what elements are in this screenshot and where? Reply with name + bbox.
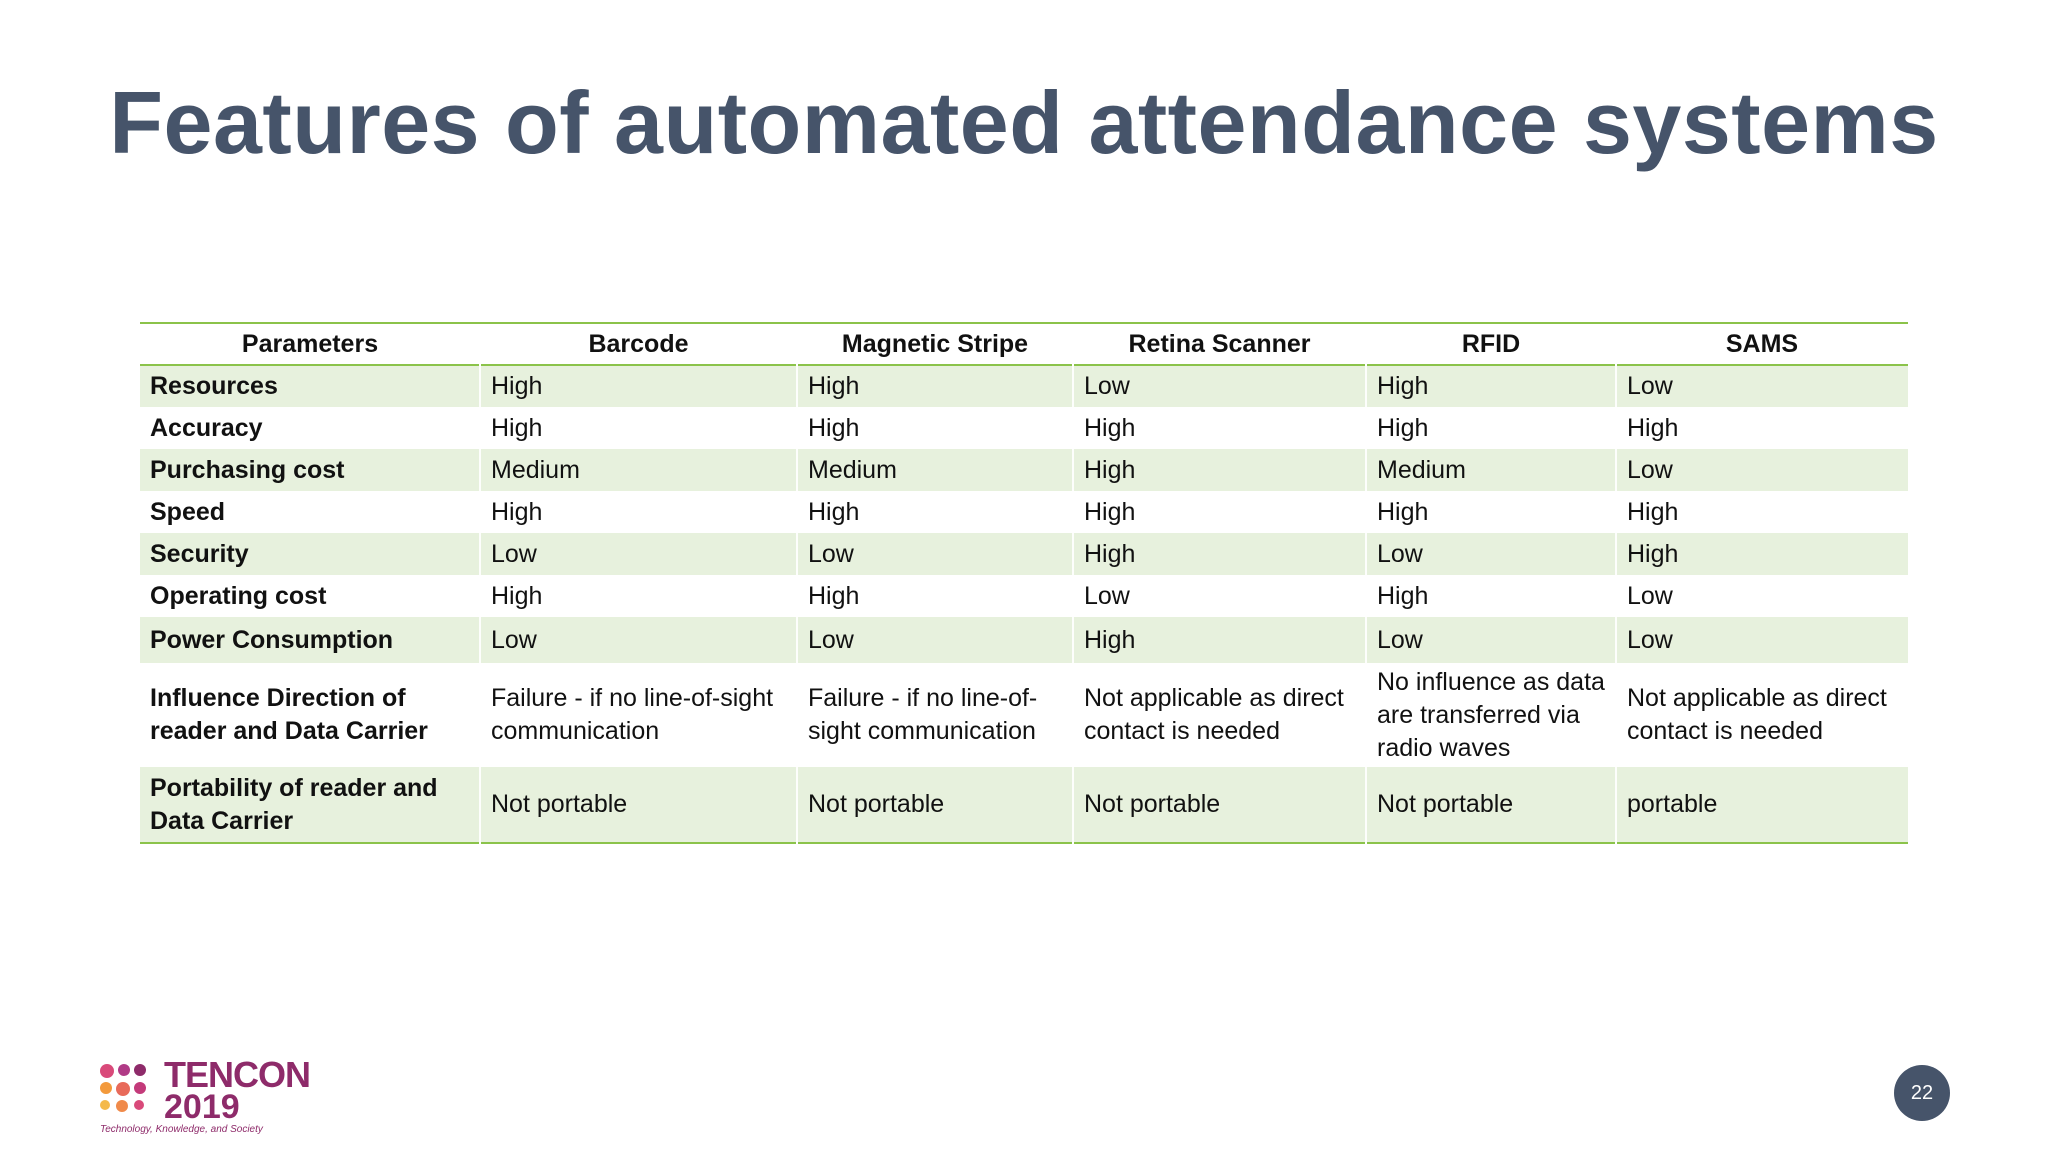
table-cell: Low [797, 533, 1073, 575]
table-cell: Not applicable as direct contact is needed [1073, 663, 1366, 767]
header-magnetic-stripe: Magnetic Stripe [841, 329, 1029, 358]
header-sams: SAMS [1725, 329, 1799, 358]
table-cell: Low [480, 533, 797, 575]
row-label: Influence Direction of reader and Data Carrier [150, 684, 428, 745]
table-cell: High [1616, 533, 1908, 575]
table-cell: High [797, 491, 1073, 533]
table-cell: High [480, 365, 797, 407]
table-cell: High [1366, 407, 1616, 449]
table-cell: Low [1366, 617, 1616, 663]
table-cell: High [1366, 575, 1616, 617]
row-label: Purchasing cost [150, 455, 345, 484]
table-cell: Not portable [1366, 767, 1616, 843]
table-cell: Low [1616, 617, 1908, 663]
table-row [140, 449, 1908, 491]
row-label: Resources [150, 372, 278, 400]
row-label: Portability of reader and Data Carrier [150, 773, 438, 835]
logo-tagline: Technology, Knowledge, and Society [100, 1124, 263, 1135]
comparison-table [140, 322, 1908, 844]
table-cell: High [797, 575, 1073, 617]
table-cell: High [1073, 617, 1366, 663]
table-cell: Failure - if no line-of-sight communication [797, 663, 1073, 767]
table-cell: Not portable [480, 767, 797, 843]
table-cell: Low [1073, 575, 1366, 617]
row-label: Power Consumption [150, 625, 394, 654]
page-number-badge: 22 [1894, 1065, 1950, 1121]
table-header-row [140, 323, 1908, 365]
header-barcode: Barcode [588, 329, 689, 358]
table-cell: High [1366, 491, 1616, 533]
table-cell: Not applicable as direct contact is needed [1616, 663, 1908, 767]
table-cell: No influence as data are transferred via radio waves [1366, 663, 1616, 767]
table-row [140, 365, 1908, 407]
table-cell: Medium [797, 449, 1073, 491]
table-cell: High [797, 407, 1073, 449]
table-cell: High [480, 407, 797, 449]
table-cell: High [1366, 365, 1616, 407]
table-cell: Not portable [797, 767, 1073, 843]
table-cell: High [1073, 407, 1366, 449]
table-cell: High [1073, 491, 1366, 533]
table-cell: High [1616, 407, 1908, 449]
table-row [140, 575, 1908, 617]
logo-dots-icon [98, 1062, 162, 1126]
table-cell: Low [1073, 365, 1366, 407]
slide-title: Features of automated attendance systems [109, 73, 1939, 172]
table-cell: High [1073, 533, 1366, 575]
table-cell: Low [1366, 533, 1616, 575]
table-cell: Low [1616, 575, 1908, 617]
table-cell: Medium [480, 449, 797, 491]
comparison-table-container [140, 322, 1908, 844]
header-parameters: Parameters [241, 329, 379, 358]
table-cell: Not portable [1073, 767, 1366, 843]
table-cell: High [1616, 491, 1908, 533]
table-cell: Medium [1366, 449, 1616, 491]
row-label: Operating cost [150, 581, 327, 610]
row-label: Speed [150, 497, 226, 526]
table-cell: High [480, 575, 797, 617]
table-row [140, 407, 1908, 449]
table-cell: High [1073, 449, 1366, 491]
table-row [140, 617, 1908, 663]
logo-name: TENCON [164, 1054, 310, 1095]
table-cell: Low [1616, 449, 1908, 491]
table-cell: Failure - if no line-of-sight communication [480, 663, 797, 767]
table-row [140, 491, 1908, 533]
table-row [140, 767, 1908, 843]
row-label: Accuracy [150, 413, 263, 442]
table-row [140, 663, 1908, 767]
table-cell: portable [1616, 767, 1908, 843]
table-row [140, 533, 1908, 575]
header-retina-scanner: Retina Scanner [1128, 329, 1311, 358]
tencon-logo [98, 1054, 310, 1138]
table-cell: Low [480, 617, 797, 663]
logo-year: 2019 [164, 1088, 240, 1126]
table-cell: High [797, 365, 1073, 407]
table-cell: Low [1616, 365, 1908, 407]
header-rfid: RFID [1461, 329, 1521, 358]
table-cell: High [480, 491, 797, 533]
table-cell: Low [797, 617, 1073, 663]
row-label: Security [150, 539, 249, 568]
